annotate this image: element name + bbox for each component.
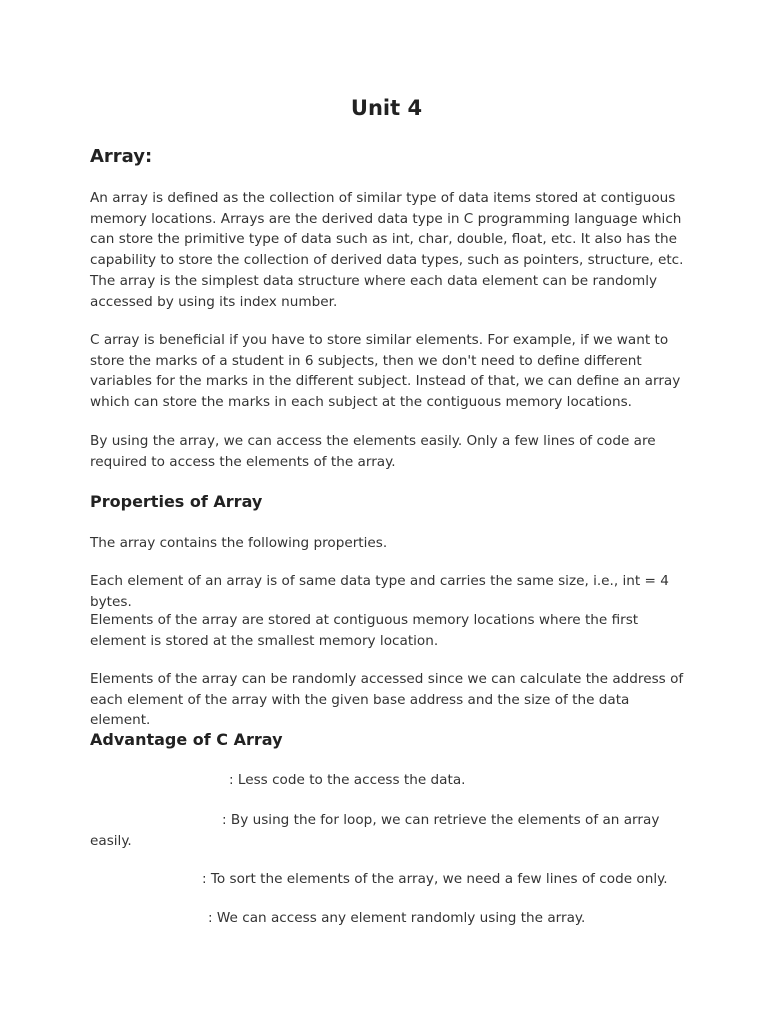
advantage-item: : Less code to the access the data. [229,772,466,788]
paragraph-property-random-access: Elements of the array can be randomly accessed since we can calculate the address of each element of the array with the given base address and the size of the data element. [90,671,684,729]
paragraph-array-benefit: C array is beneficial if you have to store similar elements. For example, if we want to store the marks of a student in 6 subjects, then we don't need to define different variables for the marks in the different subject. Instead of that, we can define an array which can store the marks in each subject at the contiguous memory locations. [90,332,681,411]
paragraph-properties-intro: The array contains the following properties. [90,535,388,551]
paragraph-property-contiguous: Elements of the array are stored at contiguous memory locations where the first element is stored at the smallest memory location. [90,612,639,649]
advantage-item: : By using the for loop, we can retrieve the elements of an array easily. [90,812,660,849]
advantage-item: : To sort the elements of the array, we need a few lines of code only. [202,871,668,887]
section-heading-array: Array: [90,146,153,167]
advantage-item: : We can access any element randomly using the array. [208,910,586,926]
section-heading-properties: Properties of Array [90,492,263,511]
paragraph-array-definition: An array is defined as the collection of similar type of data items stored at contiguous memory locations. Arrays are the derived data type in C programming language which can store the primitive type of data such as int, char, double, float, etc. It also has the capability to store the collection of derived data types, such as pointers, structure, etc. The array is the simplest data structure where each data element can be randomly accessed by using its index number. [90,190,684,310]
paragraph-array-access: By using the array, we can access the elements easily. Only a few lines of code are required to access the elements of the array. [90,433,656,470]
section-heading-advantages: Advantage of C Array [90,730,283,749]
page-title: Unit 4 [350,96,423,120]
paragraph-property-same-type: Each element of an array is of same data type and carries the same size, i.e., int = 4 bytes. [90,573,669,610]
